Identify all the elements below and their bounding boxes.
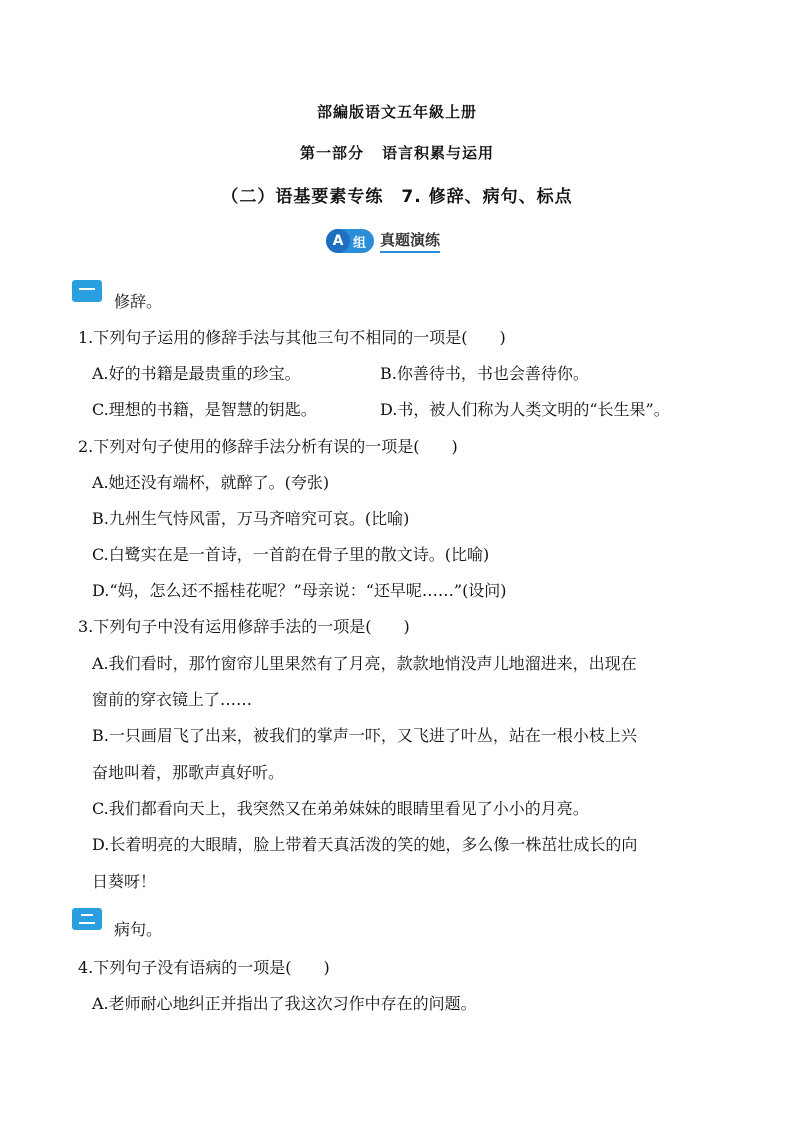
question-2-option-d: D.“妈，怎么还不摇桂花呢？”母亲说：“还早呢……”(设问) xyxy=(92,581,507,600)
book-title: 部編版语文五年級上册 xyxy=(316,103,477,121)
unit-title: （二）语基要素专练 7. 修辞、病句、标点 xyxy=(221,187,573,207)
question-2-option-b: B.九州生气恃风雷，万马齐喑究可哀。(比喻) xyxy=(92,509,410,528)
question-3-option-d-cont: 日葵呀！ xyxy=(92,872,157,891)
group-pill xyxy=(326,229,374,253)
section-title-faulty-sentences: 病句。 xyxy=(114,920,163,939)
part-number: 第一部分 xyxy=(299,144,364,162)
group-badge xyxy=(326,228,440,254)
question-1-stem: 1.下列句子运用的修辞手法与其他三句不相同的一项是( ) xyxy=(78,328,506,347)
question-1-option-d: D.书，被人们称为人类文明的“长生果”。 xyxy=(380,400,670,419)
question-2-option-c: C.白鹭实在是一首诗，一首韵在骨子里的散文诗。(比喻) xyxy=(92,545,490,564)
question-3-option-c: C.我们都看向天上，我突然又在弟弟妹妹的眼睛里看见了小小的月亮。 xyxy=(92,799,589,818)
question-2-option-a: A.她还没有端杯，就醉了。(夸张) xyxy=(92,473,330,492)
question-2-stem: 2.下列对句子使用的修辞手法分析有误的一项是( ) xyxy=(78,437,458,456)
group-char: 组 xyxy=(353,235,367,251)
question-4-stem: 4.下列句子没有语病的一项是( ) xyxy=(78,958,330,977)
question-3-stem: 3.下列句子中没有运用修辞手法的一项是( ) xyxy=(78,617,410,636)
question-3-option-d: D.长着明亮的大眼睛，脸上带着天真活泼的笑的她，多么像一株茁壮成长的向 xyxy=(92,835,638,854)
part-name: 语言积累与运用 xyxy=(382,144,495,162)
question-1-option-a: A.好的书籍是最贵重的珍宝。 xyxy=(92,364,301,383)
question-3-option-b: B.一只画眉飞了出来，被我们的掌声一吓，又飞进了叶丛，站在一根小枝上兴 xyxy=(92,726,637,745)
group-label: 真题演练 xyxy=(380,229,440,253)
section-marker-1 xyxy=(72,280,102,302)
question-3-option-a: A.我们看时，那竹窗帘儿里果然有了月亮，款款地悄没声儿地溜进来，出现在 xyxy=(92,654,637,673)
question-4-option-a: A.老师耐心地纠正并指出了我这次习作中存在的问题。 xyxy=(92,994,477,1013)
section-marker-2 xyxy=(72,908,102,930)
question-3-option-a-cont: 窗前的穿衣镜上了…… xyxy=(92,690,253,709)
part-title xyxy=(0,142,794,163)
question-3-option-b-cont: 奋地叫着，那歌声真好听。 xyxy=(92,763,285,782)
section-title-rhetoric: 修辞。 xyxy=(114,292,163,311)
question-1-option-c: C.理想的书籍，是智慧的钥匙。 xyxy=(92,400,317,419)
group-letter: A xyxy=(326,229,350,253)
question-1-option-b: B.你善待书，书也会善待你。 xyxy=(380,364,589,383)
